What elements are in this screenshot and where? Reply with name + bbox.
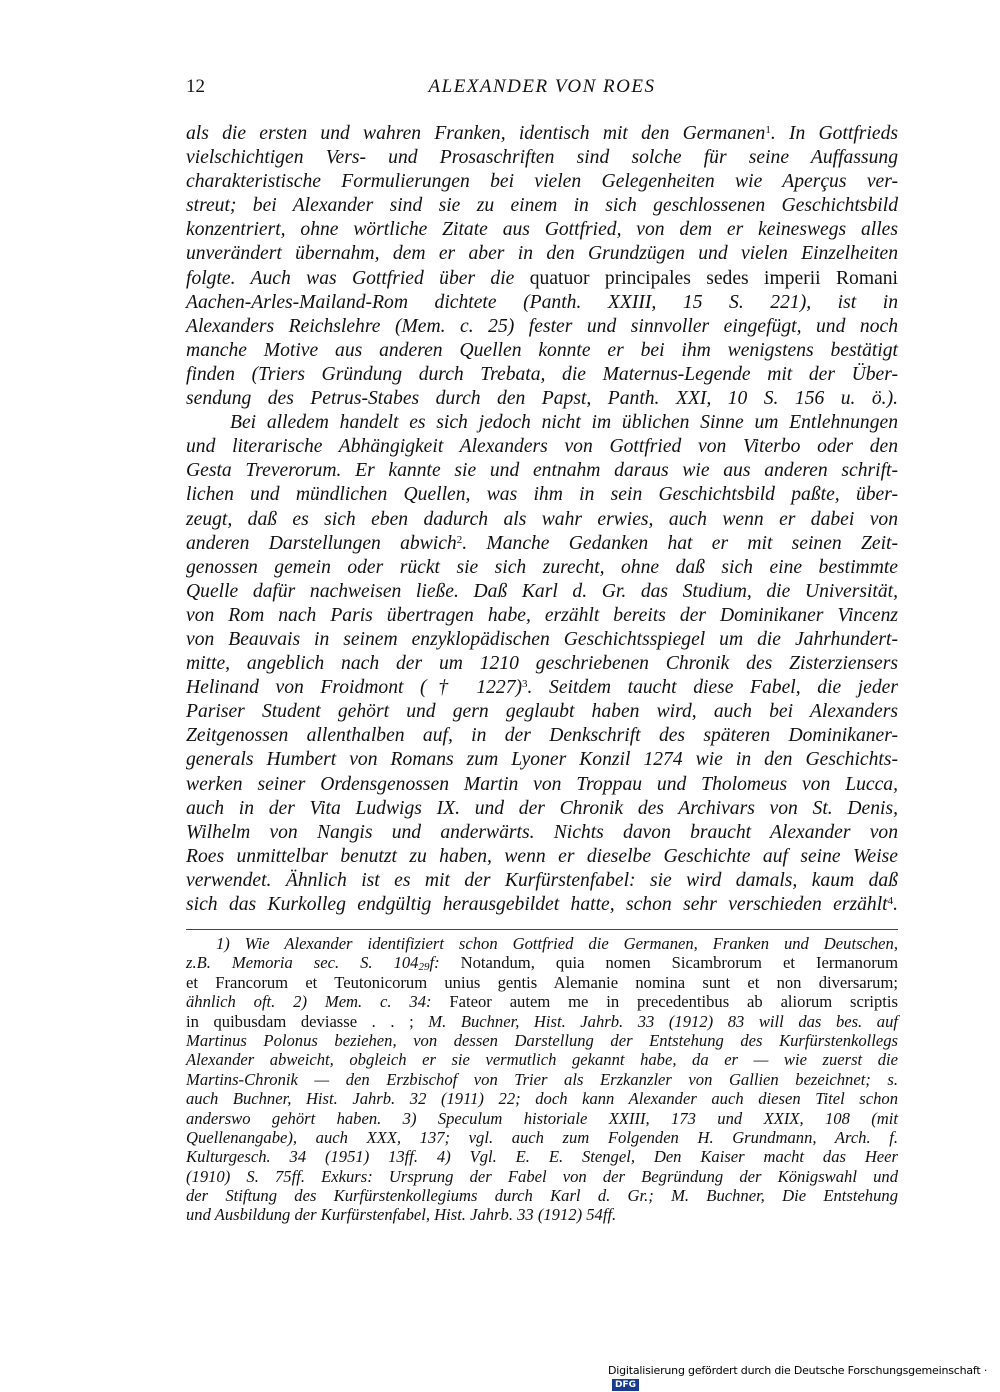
- footnotes: [186, 934, 898, 1225]
- text-line: [186, 459, 898, 483]
- text-line: [186, 893, 898, 917]
- italic-text: vielschichtigen Vers- und Prosaschriften sind solche für seine Auffassung: [186, 147, 898, 169]
- text-line: [186, 122, 898, 146]
- footnote-ref[interactable]: 3: [522, 678, 528, 691]
- italic-text: und Ausbildung der Kurfürstenfabel, Hist. Jahrb. 33 (1912) 54ff.: [186, 1205, 617, 1225]
- italic-text: streut; bei Alexander sind sie zu einem in sich geschlossenen Geschichtsbild: [186, 195, 898, 217]
- italic-text: mitte, angeblich nach der um 1210 geschriebenen Chronik des Zisterziensers: [186, 653, 898, 675]
- italic-text: charakteristische Formulierungen bei vielen Gelegenheiten wie Aperçus ver-: [186, 171, 898, 193]
- italic-text: 1) Wie Alexander identifiziert schon Gottfried die Germanen, Franken und Deutschen,: [216, 934, 898, 953]
- italic-text: Martinus Polonus beziehen, von dessen Darstellung der Entstehung des Kurfürstenkollegs: [186, 1030, 898, 1050]
- italic-text: Alexanders Reichslehre (Mem. c. 25) fester und sinnvoller eingefügt, und noch: [186, 315, 898, 337]
- footnote-line: [186, 934, 898, 953]
- italic-text: Helinand von Froidmont († 1227): [186, 677, 523, 699]
- footnote-line: [186, 1070, 898, 1089]
- roman-text: quatuor principales sedes imperii Romani: [529, 267, 899, 289]
- italic-text: generals Humbert von Romans zum Lyoner Konzil 1274 wie in den Geschichts-: [186, 749, 898, 771]
- text-line: [186, 724, 898, 748]
- text-line: [186, 676, 898, 700]
- footnote-line: [186, 1089, 898, 1108]
- text-line: [186, 315, 898, 339]
- text-line: [186, 194, 898, 218]
- roman-text: in quibusdam deviasse . . ;: [186, 1011, 414, 1031]
- italic-text: anderswo gehört haben. 3) Speculum historiale XXIII, 173 und XXIX, 108 (mit: [186, 1108, 898, 1128]
- text-line: [186, 797, 898, 821]
- footnote-line: [186, 973, 898, 992]
- text-line: [186, 556, 898, 580]
- footnote-line: [186, 1205, 898, 1224]
- subscript-number: 29: [418, 961, 430, 974]
- footnote-ref[interactable]: 4: [887, 895, 894, 907]
- text-line: [186, 435, 898, 459]
- italic-text: Roes unmittelbar benutzt zu haben, wenn er dieselbe Geschichte auf seine Weise: [186, 845, 898, 867]
- italic-text: . Seitdem taucht diese Fabel, die jeder: [527, 677, 898, 699]
- footnote-line: [186, 953, 898, 972]
- credit-text: Digitalisierung gefördert durch die Deutsche Forschungsgemeinschaft ·: [608, 1364, 988, 1377]
- text-line: [186, 748, 898, 772]
- text-line: [186, 700, 898, 724]
- italic-text: Bei alledem handelt es sich jedoch nicht im üblichen Sinne um Entlehnungen: [230, 412, 898, 434]
- italic-text: Gesta Treverorum. Er kannte sie und entnahm daraus wie aus anderen schrift-: [186, 460, 898, 482]
- italic-text: anderen Darstellungen abwich: [186, 532, 457, 554]
- text-line: [186, 242, 898, 266]
- italic-text: der Stiftung des Kurfürstenkollegiums durch Karl d. Gr.; M. Buchner, Die Entstehung: [186, 1186, 898, 1206]
- italic-text: folgte. Auch was Gottfried über die: [186, 267, 515, 289]
- italic-text: auch Buchner, Hist. Jahrb. 32 (1911) 22; doch kann Alexander auch diesen Titel schon: [186, 1089, 898, 1109]
- italic-text: und literarische Abhängigkeit Alexanders von Gottfried von Viterbo oder den: [186, 436, 898, 458]
- main-text: [186, 122, 898, 917]
- text-line: [186, 267, 898, 291]
- text-line: [186, 604, 898, 628]
- italic-text: f:: [429, 953, 440, 973]
- text-line: [186, 170, 898, 194]
- italic-text: manche Motive aus anderen Quellen konnte er bei ihm wenigstens bestätigt: [186, 339, 898, 361]
- paragraph-1: [186, 122, 898, 411]
- footnote-ref[interactable]: 2: [456, 533, 463, 546]
- footnote-line: [186, 1012, 898, 1031]
- footnote-line: [186, 1128, 898, 1147]
- italic-text: . In Gottfrieds: [770, 123, 898, 144]
- italic-text: z.B. Memoria sec. S. 104: [186, 953, 419, 973]
- footnote-line: [186, 992, 898, 1011]
- italic-text: finden (Triers Gründung durch Trebata, die Maternus-Legende mit der Über-: [186, 363, 898, 385]
- footnote-line: [186, 1031, 898, 1050]
- text-line: [186, 821, 898, 845]
- italic-text: auch in der Vita Ludwigs IX. und der Chronik des Archivars von St. Denis,: [186, 797, 898, 819]
- italic-text: Martins-Chronik — den Erzbischof von Trier als Erzkanzler von Gallien bezeichnet; s.: [186, 1069, 898, 1089]
- italic-text: werken seiner Ordensgenossen Martin von Troppau und Tholomeus von Lucca,: [186, 773, 898, 795]
- italic-text: zeugt, daß es sich eben dadurch als wahr erwies, auch wenn er dabei von: [186, 508, 898, 530]
- italic-text: Quellenangabe), auch XXX, 137; vgl. auch zum Folgenden H. Grundmann, Arch. f.: [186, 1127, 898, 1147]
- text-line: [186, 363, 898, 387]
- text-line: [186, 146, 898, 170]
- text-line: [186, 773, 898, 797]
- footnote-line: [186, 1109, 898, 1128]
- footnote-ref[interactable]: 1: [765, 124, 771, 136]
- italic-text: als die ersten und wahren Franken, identisch mit den Germanen: [186, 123, 766, 144]
- italic-text: unverändert übernahm, dem er aber in den Grundzügen und vielen Einzelheiten: [186, 243, 898, 265]
- italic-text: Kulturgesch. 34 (1951) 13ff. 4) Vgl. E. E. Stengel, Den Kaiser macht das Heer: [186, 1147, 898, 1167]
- italic-text: Wilhelm von Nangis und anderwärts. Nichts davon braucht Alexander von: [186, 821, 898, 843]
- italic-text: ähnlich oft. 2) Mem. c. 34:: [186, 992, 432, 1012]
- italic-text: genossen gemein oder rückt sie sich zurecht, ohne daß sich eine bestimmte: [186, 556, 898, 578]
- footnote-line: [186, 1167, 898, 1186]
- italic-text: Alexander abweicht, obgleich er sie vermutlich gekannt habe, da er — wie zuerst die: [186, 1050, 898, 1070]
- italic-text: von Beauvais in seinem enzyklopädischen Geschichtsspiegel um die Jahrhundert-: [186, 628, 898, 650]
- italic-text: konzentriert, ohne wörtliche Zitate aus Gottfried, von dem er keineswegs alles: [186, 219, 898, 241]
- italic-text: .: [893, 894, 898, 915]
- text-line: [186, 387, 898, 411]
- italic-text: Aachen-Arles-Mailand-Rom dichtete (Panth. XXIII, 15 S. 221), ist in: [186, 291, 898, 313]
- dfg-logo: DFG: [612, 1379, 639, 1391]
- italic-text: (1910) S. 75ff. Exkurs: Ursprung der Fabel von der Begründung der Königswahl und: [186, 1166, 898, 1186]
- running-title: ALEXANDER VON ROES: [428, 76, 656, 97]
- roman-text: Fateor autem me in precedentibus ab aliorum scriptis: [431, 992, 898, 1012]
- text-line: [186, 291, 898, 315]
- text-line: [186, 628, 898, 652]
- italic-text: M. Buchner, Hist. Jahrb. 33 (1912) 83 will das bes. auf: [413, 1011, 898, 1031]
- text-line: [186, 218, 898, 242]
- text-line: [186, 483, 898, 507]
- text-line: [186, 411, 898, 435]
- page-number: 12: [186, 76, 205, 97]
- text-line: [186, 869, 898, 893]
- italic-text: Pariser Student gehört und gern geglaubt haben wird, auch bei Alexanders: [186, 701, 898, 723]
- footnote-line: [186, 1186, 898, 1205]
- roman-text: Notandum, quia nomen Sicambrorum et Iermanorum: [439, 953, 898, 973]
- text-line: [186, 508, 898, 532]
- text-line: [186, 652, 898, 676]
- italic-text: von Rom nach Paris übertragen habe, erzählt bereits der Dominikaner Vincenz: [186, 604, 898, 626]
- text-line: [186, 339, 898, 363]
- text-line: [186, 580, 898, 604]
- footnote-line: [186, 1147, 898, 1166]
- italic-text: lichen und mündlichen Quellen, was ihm in sein Geschichtsbild paßte, über-: [186, 484, 898, 506]
- text-line: [186, 532, 898, 556]
- italic-text: verwendet. Ähnlich ist es mit der Kurfürstenfabel: sie wird damals, kaum daß: [186, 869, 898, 891]
- italic-text: sendung des Petrus-Stabes durch den Papst, Panth. XXI, 10 S. 156 u. ö.).: [186, 388, 898, 410]
- roman-text: et Francorum et Teutonicorum unius gentis Alemanie nomina sunt et non diversarum;: [186, 972, 898, 992]
- page-header: [186, 76, 898, 102]
- footnote-rule: [186, 929, 898, 930]
- footnote-line: [186, 1050, 898, 1069]
- paragraph-2: [186, 411, 898, 917]
- italic-text: Quelle dafür nachweisen ließe. Daß Karl d. Gr. das Studium, die Universität,: [186, 580, 898, 602]
- italic-text: . Manche Gedanken hat er mit seinen Zeit-: [462, 532, 898, 554]
- italic-text: sich das Kurkolleg endgültig herausgebildet hatte, schon sehr verschieden erzählt: [186, 894, 888, 915]
- digitization-credit: [608, 1364, 998, 1390]
- italic-text: Zeitgenossen allenthalben auf, in der Denkschrift des späteren Dominikaner-: [186, 725, 898, 747]
- text-line: [186, 845, 898, 869]
